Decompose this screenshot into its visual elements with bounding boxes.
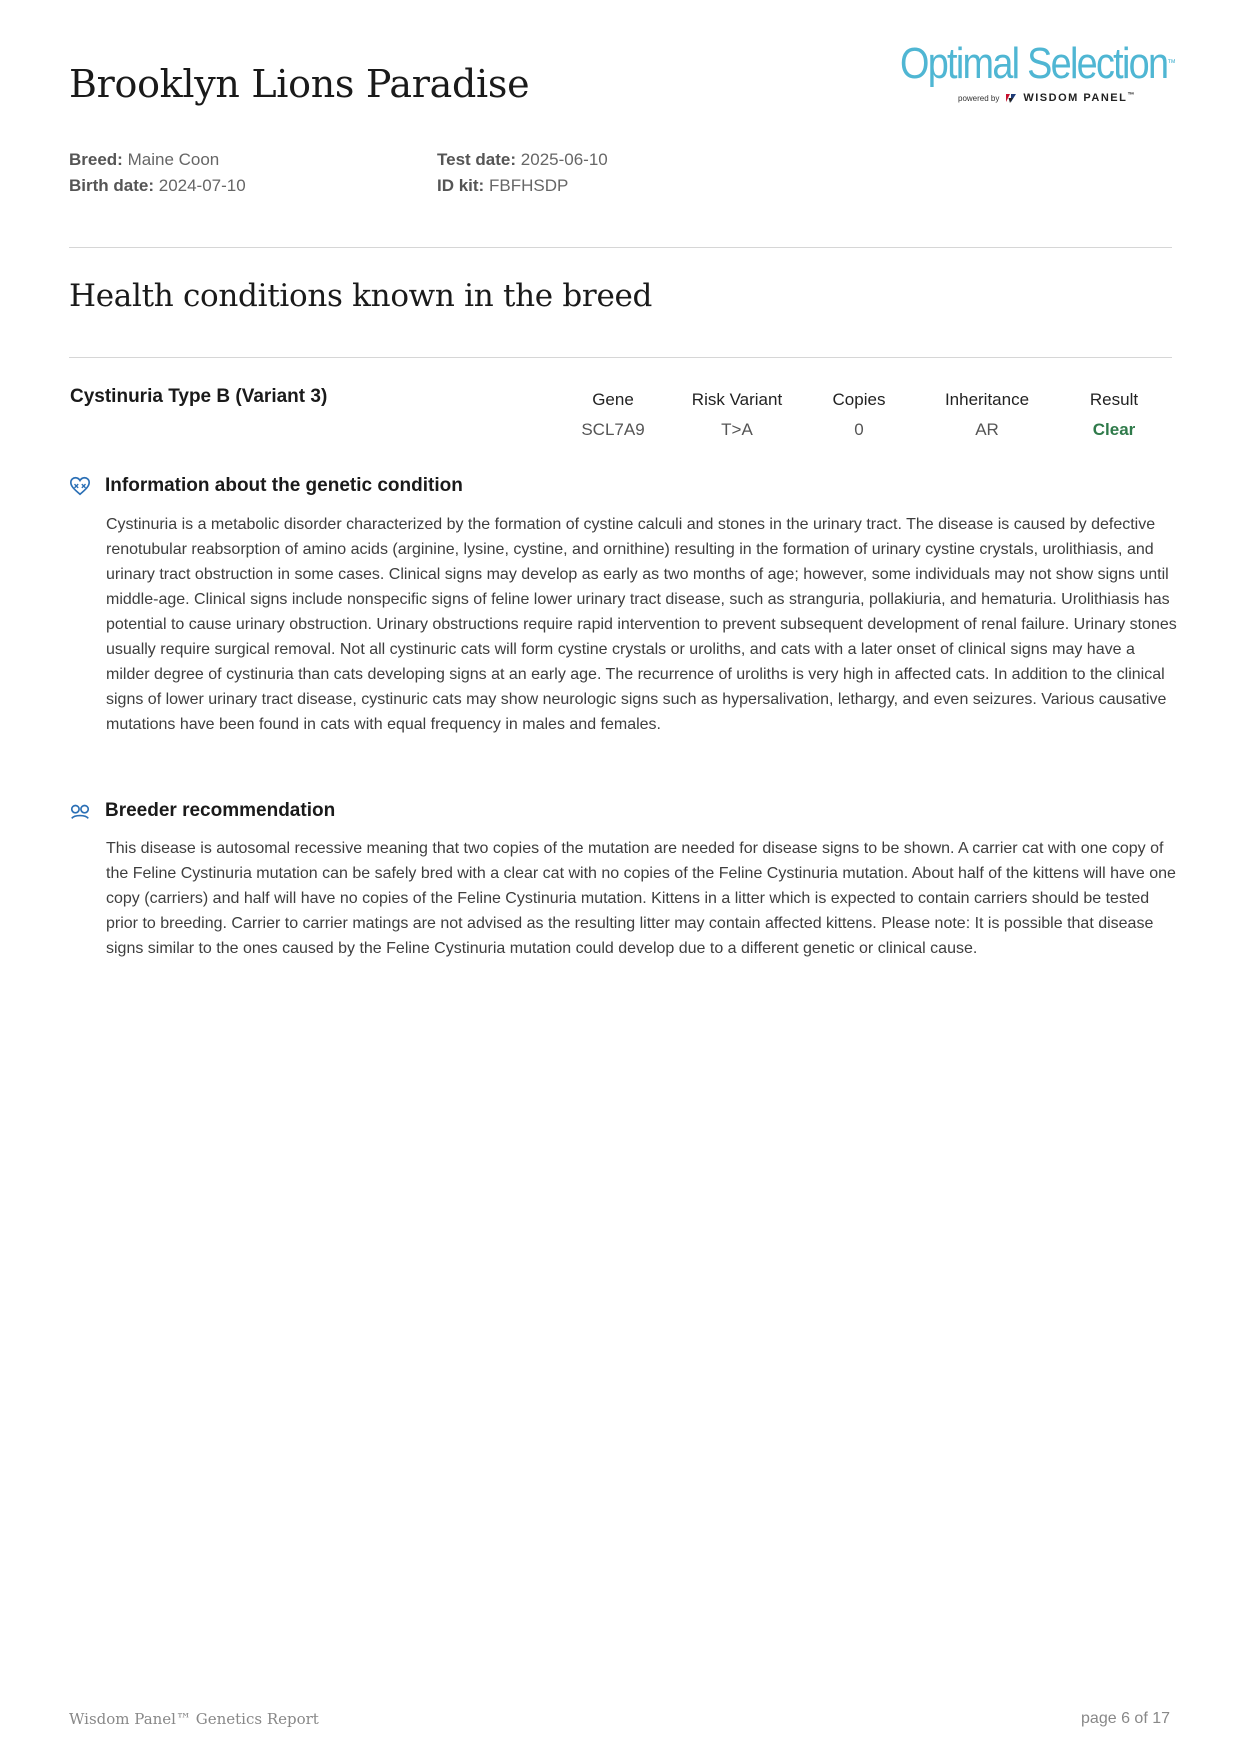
column-header: Result (1089, 390, 1139, 409)
heart-dna-icon (69, 475, 91, 497)
breeding-icon (69, 800, 91, 822)
column-value: 0 (854, 420, 864, 439)
logo-subline (958, 92, 1134, 104)
breed-row: Breed: Maine Coon (69, 150, 220, 169)
birth-date-value: 2024-07-10 (158, 176, 246, 195)
condition-name: Cystinuria Type B (Variant 3) (70, 386, 328, 407)
breeder-paragraph: This disease is autosomal recessive meaning that two copies of the mutation are needed for disease signs to be shown. A carrier cat with one copy of the Feline Cystinuria mutation can be safely bred with a clear cat with no copies of the Feline Cystinuria mutation. About half of the kittens will have one copy (carriers) and half will have no copies of the Feline Cystinuria mutation. Kittens in a litter which is expected to contain carriers should be tested prior to breeding. Carrier to carrier matings are not advised as the resulting litter may contain affected kittens. Please note: It is possible that disease signs similar to the ones caused by the Feline Cystinuria mutation could develop due to a different genetic or clinical cause. (106, 840, 1176, 957)
breeder-heading: Breeder recommendation (69, 800, 335, 822)
info-paragraph: Cystinuria is a metabolic disorder characterized by the formation of cystine calculi and stones in the urinary tract. The disease is caused by defective renotubular reabsorption of amino acids (arginine, lysine, cystine, and ornithine) resulting in the formation of urinary cystine crystals, urolithiasis, and urinary tract obstruction in some cases. Clinical signs may develop as early as two months of age; however, some individuals may not show signs until middle-age. Clinical signs include nonspecific signs of feline lower urinary tract disease, such as stranguria, pollakiuria, and hematuria. Urolithiasis has potential to cause urinary obstruction. Urinary obstructions require rapid intervention to prevent subsequent development of renal failure. Urinary stones usually require surgical removal. Not all cystinuric cats will form cystine crystals or uroliths, and cats with a later onset of clinical signs may have a milder degree of cystinuria than cats developing signs at an early age. The recurrence of uroliths is very high in affected cats. In addition to the clinical signs of lower urinary tract disease, cystinuric cats may show neurologic signs such as hypersalivation, lethargy, and even seizures. Various causative mutations have been found in cats with equal frequency in males and females. (106, 516, 1177, 733)
id-kit-row: ID kit: FBFHSDP (437, 176, 569, 195)
birth-date-row: Birth date: 2024-07-10 (69, 176, 246, 195)
column-value: AR (975, 420, 999, 439)
logo-powered-by: powered by (958, 93, 1000, 103)
column-result (1044, 385, 1184, 445)
meta-left (69, 147, 246, 199)
test-date-value: 2025-06-10 (520, 150, 608, 169)
optimal-selection-logo (900, 39, 1176, 110)
column-gene (543, 385, 683, 445)
column-header: Inheritance (944, 390, 1030, 409)
divider-top (69, 247, 1172, 248)
breed-value: Maine Coon (127, 150, 220, 169)
page-number: page 6 of 17 (1081, 1710, 1170, 1727)
meta-right (437, 147, 608, 199)
footer-report-title: Wisdom Panel™ Genetics Report (69, 1710, 319, 1728)
column-inheritance (917, 385, 1057, 445)
page-title: Brooklyn Lions Paradise (69, 62, 530, 106)
column-copies (789, 385, 929, 445)
logo-brand: WISDOM PANEL™ (1023, 92, 1135, 104)
info-heading: Information about the genetic condition (69, 475, 463, 497)
logo-tm: ™ (1167, 58, 1176, 69)
column-value: T>A (721, 420, 753, 439)
test-date-row: Test date: 2025-06-10 (437, 150, 608, 169)
column-risk-variant (667, 385, 807, 445)
result-status: Clear (1092, 420, 1136, 439)
logo-main-text: Optimal Selection (900, 39, 1168, 88)
divider-section (69, 357, 1172, 358)
section-title: Health conditions known in the breed (69, 278, 653, 314)
wisdom-panel-mark-icon (1005, 92, 1017, 104)
id-kit-value: FBFHSDP (488, 176, 569, 195)
column-header: Gene (592, 390, 634, 409)
column-header: Copies (832, 390, 886, 409)
column-header: Risk Variant (691, 390, 783, 409)
column-value: SCL7A9 (581, 420, 645, 439)
